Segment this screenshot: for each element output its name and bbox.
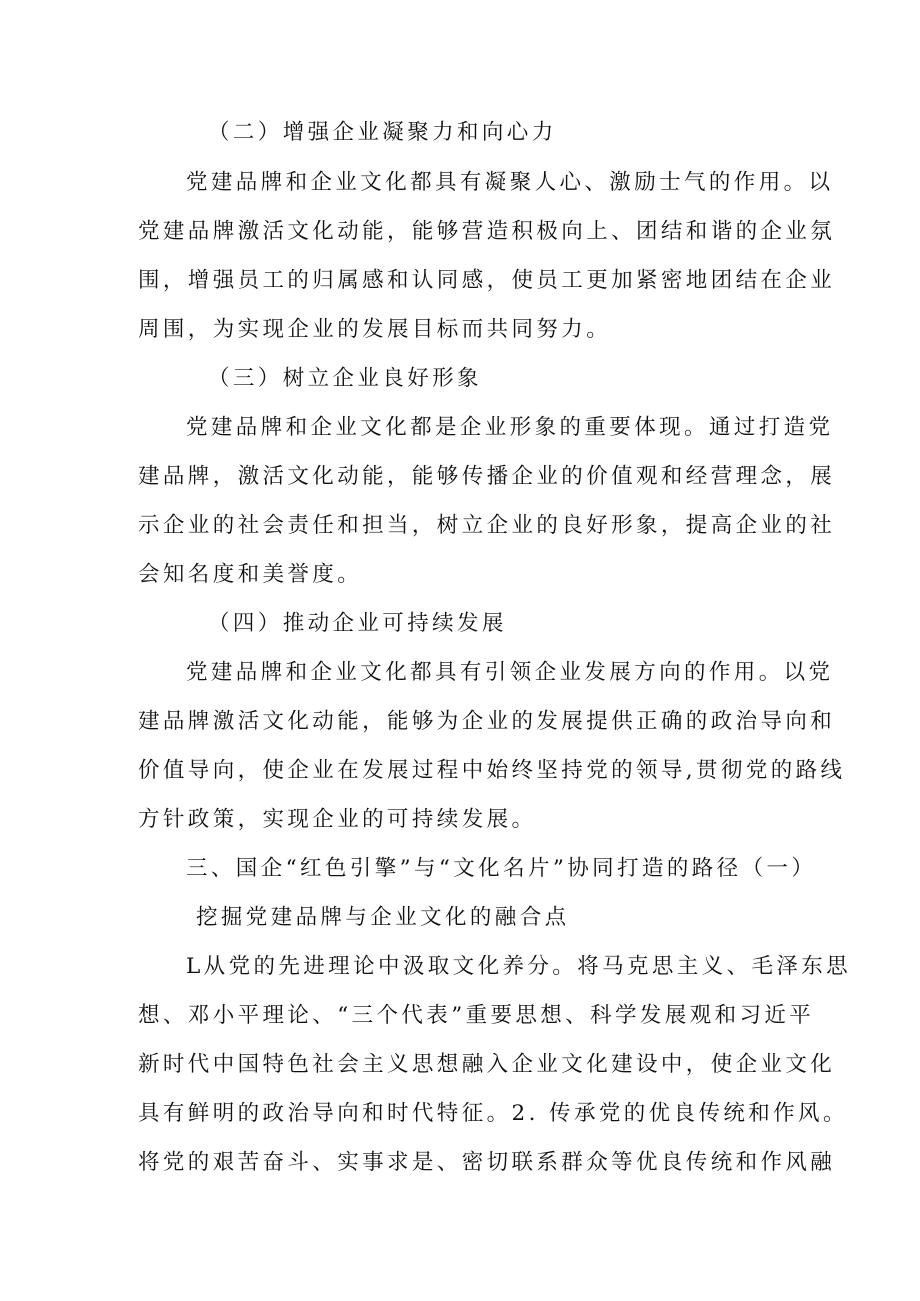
section-heading-2: （二）增强企业凝聚力和向心力 [208, 120, 557, 145]
paragraph-line: 党建品牌和企业文化都是企业形象的重要体现。通过打造党 [186, 415, 834, 440]
paragraph-line: 具有鲜明的政治导向和时代特征。2. 传承党的优良传统和作风。 [138, 1101, 848, 1126]
paragraph-line: 会知名度和美誉度。 [138, 562, 363, 587]
paragraph-line: 围，增强员工的归属感和认同感，使员工更加紧密地团结在企业 [138, 268, 836, 293]
paragraph-line: 建品牌，激活文化动能，能够传播企业的价值观和经营理念，展 [138, 464, 836, 489]
paragraph-line: 建品牌激活文化动能，能够为企业的发展提供正确的政治导向和 [138, 709, 836, 734]
chapter-heading-continued: 挖掘党建品牌与企业文化的融合点 [196, 905, 570, 930]
paragraph-line: 方针政策，实现企业的可持续发展。 [138, 807, 537, 832]
section-heading-3: （三）树立企业良好形象 [208, 366, 482, 391]
chapter-heading: 三、国企“红色引擎”与“文化名片”协同打造的路径（一） [186, 856, 817, 881]
paragraph-line: 党建品牌和企业文化都具有凝聚人心、激励士气的作用。以 [186, 170, 834, 195]
section-heading-4: （四）推动企业可持续发展 [208, 611, 507, 636]
paragraph-line: 价值导向，使企业在发展过程中始终坚持党的领导,贯彻党的路线 [138, 758, 846, 783]
paragraph-line: 党建品牌激活文化动能，能够营造积极向上、团结和谐的企业氛 [138, 219, 836, 244]
paragraph-line: L从党的先进理论中汲取文化养分。将马克思主义、毛泽东思 [186, 954, 852, 979]
paragraph-line: 周围，为实现企业的发展目标而共同努力。 [138, 317, 612, 342]
paragraph-line: 新时代中国特色社会主义思想融入企业文化建设中，使企业文化 [138, 1052, 836, 1077]
paragraph-line: 想、邓小平理论、“三个代表”重要思想、科学发展观和习近平 [138, 1003, 815, 1028]
paragraph-line: 将党的艰苦奋斗、实事求是、密切联系群众等优良传统和作风融 [138, 1150, 836, 1175]
paragraph-line: 示企业的社会责任和担当，树立企业的良好形象，提高企业的社 [138, 513, 836, 538]
paragraph-line: 党建品牌和企业文化都具有引领企业发展方向的作用。以党 [186, 660, 834, 685]
